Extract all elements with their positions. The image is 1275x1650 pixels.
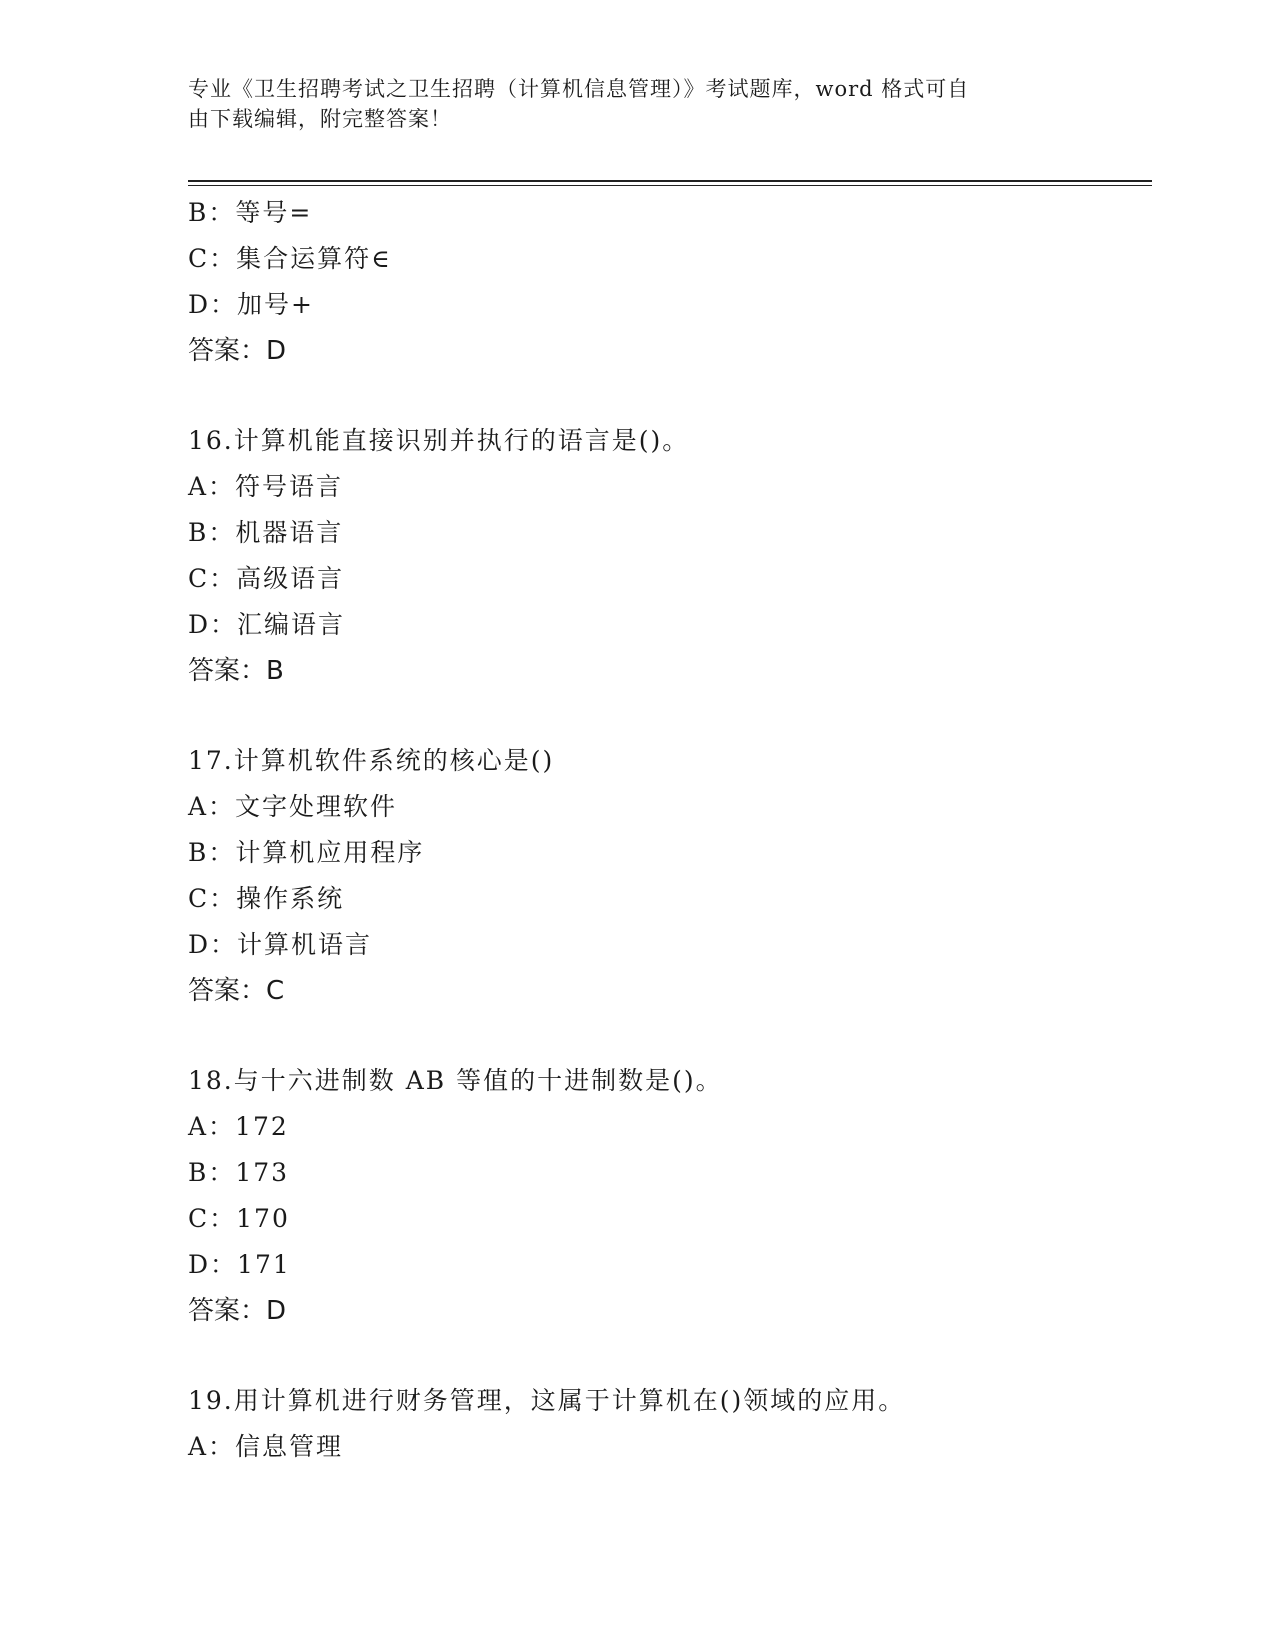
question-text: 19.用计算机进行财务管理，这属于计算机在()领域的应用。 (188, 1386, 906, 1415)
option-a: A：172 (188, 1112, 289, 1141)
spacer (188, 694, 1148, 738)
header-line-1: 专业《卫生招聘考试之卫生招聘（计算机信息管理）》考试题库，word 格式可自 (188, 77, 970, 101)
option-b: B：机器语言 (188, 518, 344, 547)
option-a: A：信息管理 (188, 1432, 344, 1461)
option-d: D：汇编语言 (188, 610, 346, 639)
option-c: C：高级语言 (188, 564, 345, 593)
option-a: A：符号语言 (188, 472, 344, 501)
answer-line: 答案：D (188, 336, 287, 366)
option-c: C：170 (188, 1204, 290, 1233)
question-block-19 (188, 1378, 1148, 1470)
spacer (188, 1334, 1148, 1378)
option-c: C：集合运算符∈ (188, 244, 392, 273)
header-divider-thick (188, 180, 1152, 182)
question-text: 17.计算机软件系统的核心是() (188, 746, 555, 775)
question-text: 16.计算机能直接识别并执行的语言是()。 (188, 426, 690, 455)
spacer (188, 374, 1148, 418)
question-block-16 (188, 418, 1148, 694)
option-b: B：等号= (188, 198, 313, 227)
document-header (188, 74, 1068, 134)
question-block-18 (188, 1058, 1148, 1334)
header-divider-thin (188, 185, 1152, 186)
option-b: B：计算机应用程序 (188, 838, 425, 867)
question-block-15 (188, 190, 1148, 374)
option-c: C：操作系统 (188, 884, 345, 913)
question-text: 18.与十六进制数 AB 等值的十进制数是()。 (188, 1066, 723, 1095)
option-d: D：加号+ (188, 290, 314, 319)
question-block-17 (188, 738, 1148, 1014)
answer-line: 答案：C (188, 976, 285, 1006)
option-b: B：173 (188, 1158, 290, 1187)
spacer (188, 1014, 1148, 1058)
answer-line: 答案：B (188, 656, 284, 686)
option-d: D：计算机语言 (188, 930, 373, 959)
option-d: D：171 (188, 1250, 291, 1279)
answer-line: 答案：D (188, 1296, 287, 1326)
question-list (188, 190, 1148, 1470)
header-line-2: 由下载编辑，附完整答案！ (188, 107, 452, 131)
option-a: A：文字处理软件 (188, 792, 398, 821)
